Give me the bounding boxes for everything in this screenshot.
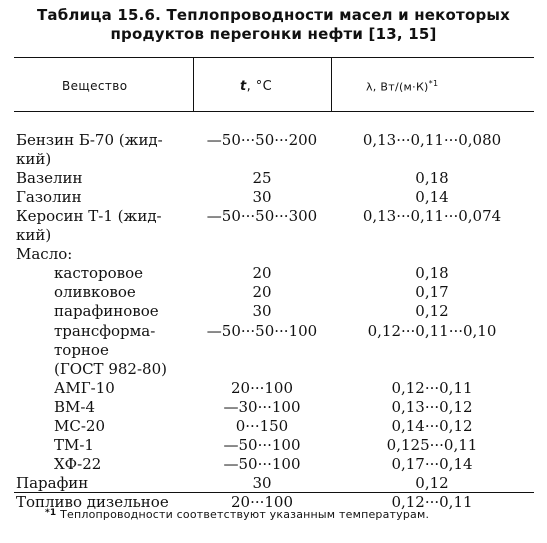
temperature-cell: —50···50···300 <box>206 207 318 226</box>
conductivity-cell: 0,13···0,11···0,080 <box>362 131 502 149</box>
temperature-cell: 0···150 <box>235 416 289 435</box>
substance-cell: оливковое <box>54 283 136 302</box>
conductivity-cell: 0,12 <box>415 473 449 492</box>
table-row <box>0 302 547 321</box>
table-row <box>0 474 547 493</box>
conductivity-cell: 0,17···0,14 <box>391 454 473 473</box>
table-row <box>0 398 547 417</box>
conductivity-cell: 0,125···0,11 <box>386 435 478 454</box>
substance-cell: Парафин <box>16 473 89 492</box>
table-row <box>0 283 547 302</box>
footnote <box>45 508 429 521</box>
temperature-cell: —30···100 <box>223 397 301 416</box>
table-row <box>0 379 547 398</box>
temperature-cell: —50···100 <box>223 435 301 454</box>
substance-cell: ВМ-4 <box>54 397 95 416</box>
table-caption <box>0 6 547 44</box>
conductivity-cell: 0,13···0,11···0,074 <box>362 207 502 226</box>
table-row <box>0 207 547 226</box>
temperature-cell: 25 <box>252 169 272 188</box>
table-row <box>0 264 547 283</box>
substance-cell: Газолин <box>16 188 82 207</box>
table-row <box>0 455 547 474</box>
conductivity-cell: 0,12···0,11···0,10 <box>367 321 497 340</box>
header-conductivity <box>366 79 438 94</box>
header-bottom-rule <box>14 111 534 112</box>
temperature-cell: 20···100 <box>230 492 294 511</box>
table-top-rule <box>14 57 534 58</box>
lambda-label: λ, Вт/(м·К) <box>366 80 429 94</box>
substance-cell: кий) <box>16 226 52 245</box>
substance-cell: касторовое <box>54 264 144 283</box>
substance-cell: парафиновое <box>54 302 159 321</box>
lambda-footnote-mark: *1 <box>428 79 439 88</box>
table-row <box>0 360 547 379</box>
table-row <box>0 131 547 150</box>
substance-cell: (ГОСТ 982-80) <box>54 359 167 378</box>
substance-cell: Топливо дизельное <box>16 492 169 511</box>
substance-cell: торное <box>54 340 109 359</box>
table-row <box>0 188 547 207</box>
column-divider-1 <box>193 58 194 111</box>
table-row <box>0 417 547 436</box>
table-row <box>0 169 547 188</box>
temperature-cell: 30 <box>252 302 272 321</box>
temperature-cell: —50···50···200 <box>206 131 318 149</box>
substance-cell: ХФ-22 <box>54 454 102 473</box>
temp-symbol: t <box>240 79 247 94</box>
substance-cell: кий) <box>16 150 52 169</box>
substance-cell: трансформа- <box>54 321 156 340</box>
temperature-cell: 20 <box>252 283 272 302</box>
temperature-cell: 20···100 <box>230 378 294 397</box>
conductivity-cell: 0,14 <box>415 188 449 207</box>
temperature-cell: —50···100 <box>223 454 301 473</box>
substance-cell: Масло: <box>16 245 73 264</box>
footnote-mark: *1 <box>45 508 57 518</box>
temp-unit: , °C <box>246 79 273 94</box>
table-bottom-rule <box>14 492 534 493</box>
conductivity-cell: 0,18 <box>415 169 449 188</box>
substance-cell: МС-20 <box>54 416 105 435</box>
table-row <box>0 436 547 455</box>
caption-line-1: Таблица 15.6. Теплопроводности масел и некоторых <box>36 6 511 24</box>
column-divider-2 <box>331 58 332 111</box>
footnote-text: Теплопроводности соответствуют указанным температурам. <box>60 508 430 521</box>
table-row <box>0 226 547 245</box>
header-substance: Вещество <box>62 79 128 93</box>
caption-line-2: продуктов перегонки нефти [13, 15] <box>110 25 437 43</box>
temperature-cell: —50···50···100 <box>206 321 318 340</box>
temperature-cell: 30 <box>252 188 272 207</box>
table-row <box>0 245 547 264</box>
conductivity-cell: 0,12···0,11 <box>391 492 473 511</box>
temperature-cell: 30 <box>252 473 272 492</box>
table-row <box>0 341 547 360</box>
conductivity-cell: 0,13···0,12 <box>391 397 473 416</box>
temperature-cell: 20 <box>252 264 272 283</box>
substance-cell: ТМ-1 <box>54 435 94 454</box>
table-row <box>0 150 547 169</box>
substance-cell: Бензин Б-70 (жид- <box>16 131 163 149</box>
substance-cell: АМГ-10 <box>54 378 115 397</box>
substance-cell: Вазелин <box>16 169 83 188</box>
conductivity-cell: 0,12 <box>415 302 449 321</box>
substance-cell: Керосин Т-1 (жид- <box>16 207 162 226</box>
conductivity-cell: 0,14···0,12 <box>391 416 473 435</box>
conductivity-cell: 0,12···0,11 <box>391 378 473 397</box>
table-row <box>0 322 547 341</box>
header-temperature <box>240 79 272 94</box>
conductivity-cell: 0,18 <box>415 264 449 283</box>
conductivity-cell: 0,17 <box>415 283 449 302</box>
